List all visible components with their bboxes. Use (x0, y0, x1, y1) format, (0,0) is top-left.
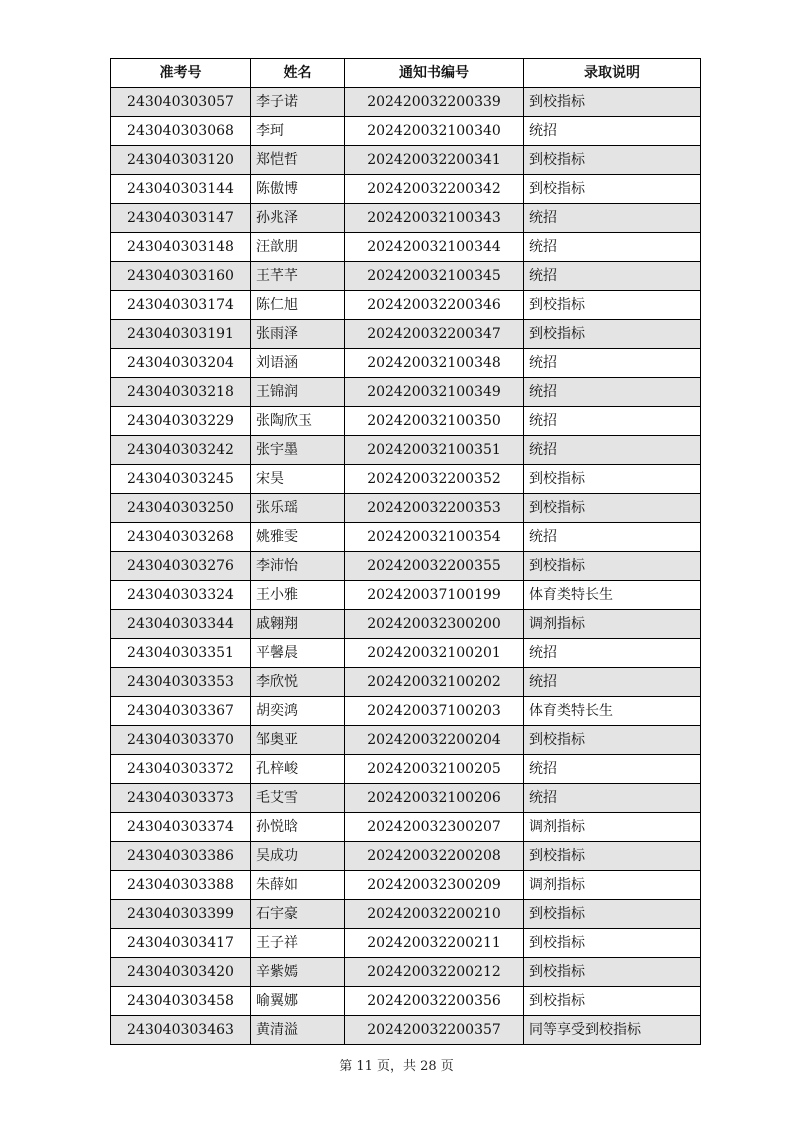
notice-number-cell: 202420032100349 (345, 378, 524, 407)
table-row (111, 871, 701, 900)
header-exam-number: 准考号 (111, 59, 251, 88)
table-row (111, 88, 701, 117)
table-row (111, 639, 701, 668)
exam-number-cell: 243040303218 (111, 378, 251, 407)
exam-number-cell: 243040303268 (111, 523, 251, 552)
notice-number-cell: 202420032300207 (345, 813, 524, 842)
exam-number-cell: 243040303120 (111, 146, 251, 175)
admission-note-cell: 到校指标 (524, 900, 701, 929)
student-name-cell: 张陶欣玉 (251, 407, 345, 436)
notice-number-cell: 202420032200346 (345, 291, 524, 320)
table-row (111, 755, 701, 784)
admission-note-cell: 统招 (524, 668, 701, 697)
notice-number-cell: 202420032100206 (345, 784, 524, 813)
student-name-cell: 张雨泽 (251, 320, 345, 349)
student-name-cell: 辛紫嫣 (251, 958, 345, 987)
admission-table (110, 58, 701, 1045)
notice-number-cell: 202420032100350 (345, 407, 524, 436)
admission-note-cell: 体育类特长生 (524, 581, 701, 610)
student-name-cell: 邹奥亚 (251, 726, 345, 755)
notice-number-cell: 202420032200357 (345, 1016, 524, 1045)
student-name-cell: 李珂 (251, 117, 345, 146)
table-row (111, 987, 701, 1016)
admission-note-cell: 统招 (524, 378, 701, 407)
admission-note-cell: 到校指标 (524, 552, 701, 581)
notice-number-cell: 202420032300200 (345, 610, 524, 639)
admission-note-cell: 统招 (524, 407, 701, 436)
admission-note-cell: 统招 (524, 784, 701, 813)
notice-number-cell: 202420032200356 (345, 987, 524, 1016)
exam-number-cell: 243040303276 (111, 552, 251, 581)
notice-number-cell: 202420032200211 (345, 929, 524, 958)
student-name-cell: 姚雅雯 (251, 523, 345, 552)
exam-number-cell: 243040303147 (111, 204, 251, 233)
notice-number-cell: 202420032100344 (345, 233, 524, 262)
admission-note-cell: 到校指标 (524, 291, 701, 320)
exam-number-cell: 243040303057 (111, 88, 251, 117)
table-row (111, 813, 701, 842)
student-name-cell: 平馨晨 (251, 639, 345, 668)
exam-number-cell: 243040303144 (111, 175, 251, 204)
header-notice-number: 通知书编号 (345, 59, 524, 88)
exam-number-cell: 243040303370 (111, 726, 251, 755)
table-row (111, 436, 701, 465)
student-name-cell: 黄清溢 (251, 1016, 345, 1045)
notice-number-cell: 202420032100343 (345, 204, 524, 233)
notice-number-cell: 202420032100202 (345, 668, 524, 697)
exam-number-cell: 243040303324 (111, 581, 251, 610)
admission-note-cell: 到校指标 (524, 320, 701, 349)
admission-note-cell: 统招 (524, 117, 701, 146)
admission-note-cell: 统招 (524, 639, 701, 668)
notice-number-cell: 202420037100199 (345, 581, 524, 610)
student-name-cell: 王小雅 (251, 581, 345, 610)
student-name-cell: 李欣悦 (251, 668, 345, 697)
notice-number-cell: 202420032100340 (345, 117, 524, 146)
student-name-cell: 吴成功 (251, 842, 345, 871)
admission-note-cell: 到校指标 (524, 842, 701, 871)
exam-number-cell: 243040303353 (111, 668, 251, 697)
notice-number-cell: 202420032200341 (345, 146, 524, 175)
notice-number-cell: 202420032200342 (345, 175, 524, 204)
exam-number-cell: 243040303204 (111, 349, 251, 378)
table-row (111, 668, 701, 697)
table-row (111, 320, 701, 349)
exam-number-cell: 243040303463 (111, 1016, 251, 1045)
exam-number-cell: 243040303160 (111, 262, 251, 291)
notice-number-cell: 202420032100348 (345, 349, 524, 378)
table-row (111, 117, 701, 146)
student-name-cell: 戚翱翔 (251, 610, 345, 639)
student-name-cell: 陈仁旭 (251, 291, 345, 320)
admission-note-cell: 体育类特长生 (524, 697, 701, 726)
exam-number-cell: 243040303420 (111, 958, 251, 987)
table-row (111, 1016, 701, 1045)
admission-note-cell: 到校指标 (524, 726, 701, 755)
table-row (111, 581, 701, 610)
student-name-cell: 喻翼娜 (251, 987, 345, 1016)
admission-note-cell: 到校指标 (524, 146, 701, 175)
table-row (111, 900, 701, 929)
table-row (111, 349, 701, 378)
exam-number-cell: 243040303367 (111, 697, 251, 726)
student-name-cell: 张乐瑶 (251, 494, 345, 523)
exam-number-cell: 243040303068 (111, 117, 251, 146)
admission-note-cell: 统招 (524, 233, 701, 262)
page-footer: 第 11 页，共 28 页 (339, 1059, 454, 1074)
exam-number-cell: 243040303373 (111, 784, 251, 813)
admission-note-cell: 调剂指标 (524, 871, 701, 900)
admission-note-cell: 到校指标 (524, 175, 701, 204)
exam-number-cell: 243040303458 (111, 987, 251, 1016)
table-row (111, 552, 701, 581)
admission-note-cell: 统招 (524, 349, 701, 378)
table-row (111, 465, 701, 494)
table-row (111, 233, 701, 262)
admission-note-cell: 调剂指标 (524, 813, 701, 842)
notice-number-cell: 202420032100205 (345, 755, 524, 784)
exam-number-cell: 243040303399 (111, 900, 251, 929)
exam-number-cell: 243040303372 (111, 755, 251, 784)
admission-note-cell: 统招 (524, 204, 701, 233)
notice-number-cell: 202420032200212 (345, 958, 524, 987)
notice-number-cell: 202420032200353 (345, 494, 524, 523)
notice-number-cell: 202420032200339 (345, 88, 524, 117)
admission-note-cell: 到校指标 (524, 494, 701, 523)
notice-number-cell: 202420032200355 (345, 552, 524, 581)
notice-number-cell: 202420032100345 (345, 262, 524, 291)
table-row (111, 610, 701, 639)
admission-note-cell: 同等享受到校指标 (524, 1016, 701, 1045)
table-row (111, 523, 701, 552)
admission-note-cell: 统招 (524, 262, 701, 291)
student-name-cell: 王子祥 (251, 929, 345, 958)
notice-number-cell: 202420032300209 (345, 871, 524, 900)
notice-number-cell: 202420032100351 (345, 436, 524, 465)
admission-note-cell: 调剂指标 (524, 610, 701, 639)
student-name-cell: 孙兆泽 (251, 204, 345, 233)
notice-number-cell: 202420032200352 (345, 465, 524, 494)
table-row (111, 494, 701, 523)
student-name-cell: 王锦润 (251, 378, 345, 407)
admission-note-cell: 统招 (524, 436, 701, 465)
table-row (111, 378, 701, 407)
table-row (111, 697, 701, 726)
student-name-cell: 朱薛如 (251, 871, 345, 900)
admission-note-cell: 统招 (524, 755, 701, 784)
student-name-cell: 胡奕鸿 (251, 697, 345, 726)
exam-number-cell: 243040303229 (111, 407, 251, 436)
student-name-cell: 郑恺哲 (251, 146, 345, 175)
student-name-cell: 李沛怡 (251, 552, 345, 581)
table-row (111, 784, 701, 813)
table-row (111, 929, 701, 958)
header-admission-note: 录取说明 (524, 59, 701, 88)
table-row (111, 291, 701, 320)
table-row (111, 958, 701, 987)
student-name-cell: 毛艾雪 (251, 784, 345, 813)
notice-number-cell: 202420032200210 (345, 900, 524, 929)
notice-number-cell: 202420032200347 (345, 320, 524, 349)
student-name-cell: 刘语涵 (251, 349, 345, 378)
exam-number-cell: 243040303191 (111, 320, 251, 349)
student-name-cell: 王芊芊 (251, 262, 345, 291)
exam-number-cell: 243040303250 (111, 494, 251, 523)
exam-number-cell: 243040303388 (111, 871, 251, 900)
admission-note-cell: 到校指标 (524, 465, 701, 494)
admission-note-cell: 统招 (524, 523, 701, 552)
table-row (111, 204, 701, 233)
admission-note-cell: 到校指标 (524, 987, 701, 1016)
student-name-cell: 宋昊 (251, 465, 345, 494)
table-row (111, 407, 701, 436)
notice-number-cell: 202420037100203 (345, 697, 524, 726)
exam-number-cell: 243040303174 (111, 291, 251, 320)
table-row (111, 175, 701, 204)
exam-number-cell: 243040303242 (111, 436, 251, 465)
table-header-row (111, 59, 701, 88)
table-body (111, 88, 701, 1045)
exam-number-cell: 243040303351 (111, 639, 251, 668)
student-name-cell: 陈傲博 (251, 175, 345, 204)
student-name-cell: 李子诺 (251, 88, 345, 117)
exam-number-cell: 243040303344 (111, 610, 251, 639)
table-row (111, 146, 701, 175)
exam-number-cell: 243040303245 (111, 465, 251, 494)
notice-number-cell: 202420032100201 (345, 639, 524, 668)
student-name-cell: 孙悦晗 (251, 813, 345, 842)
header-name: 姓名 (251, 59, 345, 88)
student-name-cell: 孔梓峻 (251, 755, 345, 784)
exam-number-cell: 243040303148 (111, 233, 251, 262)
table-row (111, 726, 701, 755)
student-name-cell: 汪歆朋 (251, 233, 345, 262)
student-name-cell: 石宇豪 (251, 900, 345, 929)
notice-number-cell: 202420032100354 (345, 523, 524, 552)
exam-number-cell: 243040303417 (111, 929, 251, 958)
admission-note-cell: 到校指标 (524, 958, 701, 987)
exam-number-cell: 243040303374 (111, 813, 251, 842)
table-row (111, 842, 701, 871)
table-row (111, 262, 701, 291)
student-name-cell: 张宇墨 (251, 436, 345, 465)
exam-number-cell: 243040303386 (111, 842, 251, 871)
admission-note-cell: 到校指标 (524, 929, 701, 958)
notice-number-cell: 202420032200204 (345, 726, 524, 755)
notice-number-cell: 202420032200208 (345, 842, 524, 871)
admission-note-cell: 到校指标 (524, 88, 701, 117)
